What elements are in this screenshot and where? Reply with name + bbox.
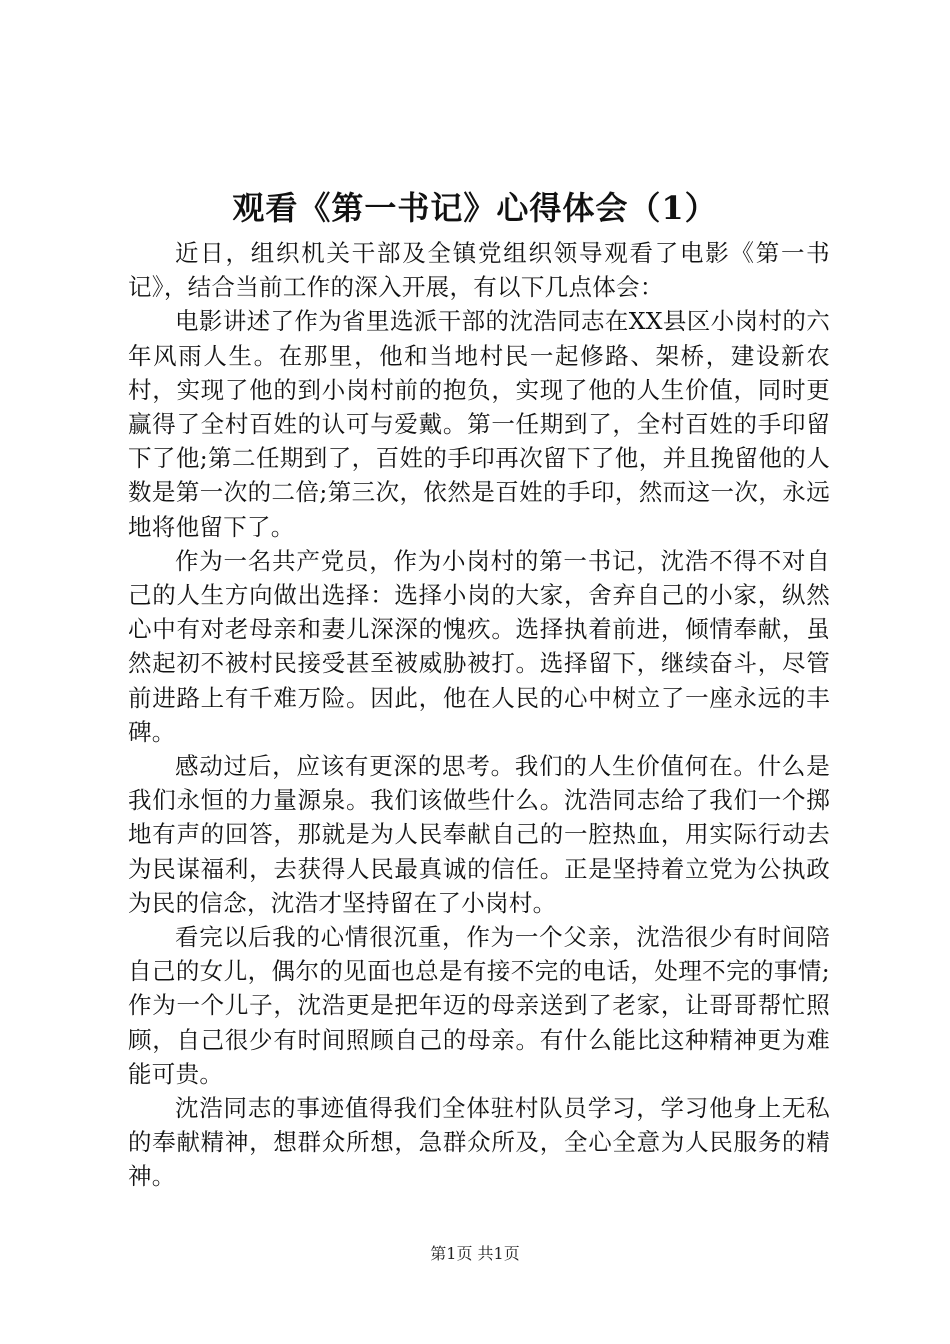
paragraph-5: 看完以后我的心情很沉重，作为一个父亲，沈浩很少有时间陪自己的女儿，偶尔的见面也总是有接不完的电话，处理不完的事情;作为一个儿子，沈浩更是把年迈的母亲送到了老家，让哥哥帮忙照顾，自己很少有时间照顾自己的母亲。有什么能比这种精神更为难能可贵。 xyxy=(128,923,830,1088)
paragraph-2: 电影讲述了作为省里选派干部的沈浩同志在XX县区小岗村的六年风雨人生。在那里，他和当地村民一起修路、架桥，建设新农村，实现了他的到小岗村前的抱负，实现了他的人生价值，同时更赢得了全村百姓的认可与爱戴。第一任期到了，全村百姓的手印留下了他;第二任期到了，百姓的手印再次留下了他，并且挽留他的人数是第一次的二倍;第三次，依然是百姓的手印，然而这一次，永远地将他留下了。 xyxy=(128,307,830,541)
paragraph-6: 沈浩同志的事迹值得我们全体驻村队员学习，学习他身上无私的奉献精神，想群众所想，急群众所及，全心全意为人民服务的精神。 xyxy=(128,1094,830,1191)
paragraph-1: 近日，组织机关干部及全镇党组织领导观看了电影《第一书记》，结合当前工作的深入开展，有以下几点体会： xyxy=(128,239,830,302)
page-footer: 第1页 共1页 xyxy=(430,1244,520,1263)
document-body xyxy=(128,236,830,1194)
paragraph-4: 感动过后，应该有更深的思考。我们的人生价值何在。什么是我们永恒的力量源泉。我们该做些什么。沈浩同志给了我们一个掷地有声的回答，那就是为人民奉献自己的一腔热血，用实际行动去为民谋福利，去获得人民最真诚的信任。正是坚持着立党为公执政为民的信念，沈浩才坚持留在了小岗村。 xyxy=(128,752,830,917)
paragraph-3: 作为一名共产党员，作为小岗村的第一书记，沈浩不得不对自己的人生方向做出选择：选择小岗的大家，舍弃自己的小家，纵然心中有对老母亲和妻儿深深的愧疚。选择执着前进，倾情奉献，虽然起初不被村民接受甚至被威胁被打。选择留下，继续奋斗，尽管前进路上有千难万险。因此，他在人民的心中树立了一座永远的丰碑。 xyxy=(128,546,830,746)
document-title: 观看《第一书记》心得体会（1） xyxy=(232,189,718,227)
